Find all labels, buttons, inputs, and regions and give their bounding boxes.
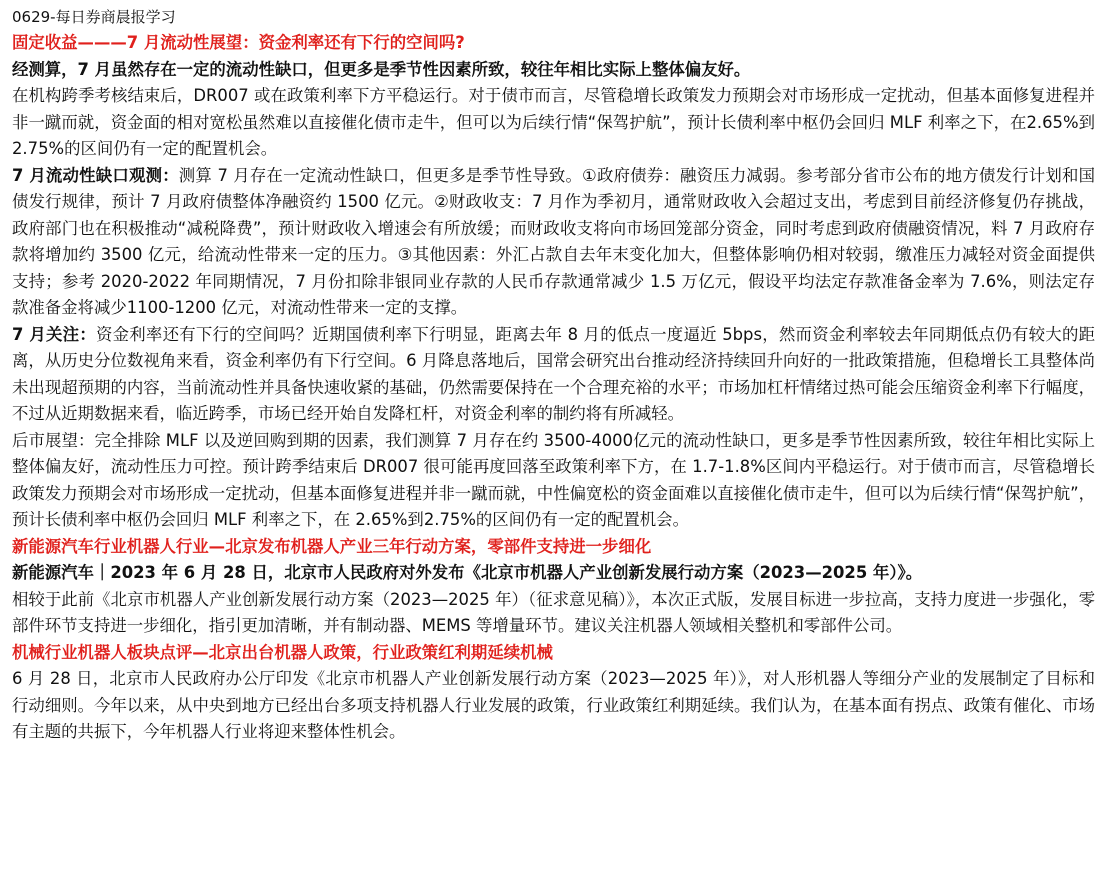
- paragraph-july-focus: [12, 322, 1095, 428]
- paragraph-label-july-focus: 7 月关注：: [12, 324, 96, 344]
- paragraph-body-liquidity-gap: 测算 7 月存在一定流动性缺口，但更多是季节性导致。①政府债券：融资压力减弱。参考部分省市公布的地方债发行计划和国债发行规律，预计 7 月政府债整体净融资约 1500 亿元。②财政收支：7 月作为季初月，通常财政收入会超过支出，考虑到目前经济修复仍存挑战，政府部门也在积极推动“减税降费”，预计财政收入增速会有所放缓；而财政收支将向市场回笼部分资金，同时考虑到政府债融资情况，料 7 月政府存款将增加约 3500 亿元，给流动性带来一定的压力。③其他因素：外汇占款自去年末变化加大，但整体影响仍相对较弱，缴准压力减轻对资金面提供支持；参考 2020-2022 年同期情况，7 月份扣除非银同业存款的人民币存款通常减少 1.5 万亿元，假设平均法定存款准备金率为 7.6%，则法定存款准备金将减少1100-1200 亿元，对流动性带来一定的支撑。: [12, 165, 1095, 317]
- section-lead-fixed-income: 经测算，7 月虽然存在一定的流动性缺口，但更多是季节性因素所致，较往年相比实际上整体偏友好。: [12, 59, 751, 79]
- doc-title: 0629-每日券商晨报学习: [12, 8, 176, 26]
- section-lead-robotics-ev: 新能源汽车｜2023 年 6 月 28 日，北京市人民政府对外发布《北京市机器人产业创新发展行动方案（2023—2025 年）》。: [12, 563, 923, 582]
- paragraph-outlook: 后市展望：完全排除 MLF 以及逆回购到期的因素，我们测算 7 月存在约 3500-4000亿元的流动性缺口，更多是季节性因素所致，较往年相比实际上整体偏友好，流动性压力可控。预计跨季结束后 DR007 很可能再度回落至政策利率下方，在 1.7-1.8%区间内平稳运行。对于债市而言，尽管稳增长政策发力预期会对市场形成一定扰动，但基本面修复进程并非一蹴而就，中性偏宽松的资金面难以直接催化债市走牛，但可以为后续行情“保驾护航”，预计长债利率中枢仍会回归 MLF 利率之下，在 2.65%到2.75%的区间仍有一定的配置机会。: [12, 430, 1095, 529]
- paragraph-robotics-ev: 相较于此前《北京市机器人产业创新发展行动方案（2023—2025 年）（征求意见稿）》，本次正式版，发展目标进一步拉高，支持力度进一步强化，零部件环节支持进一步细化，指引更加清晰，并有制动器、MEMS 等增量环节。建议关注机器人领域相关整机和零部件公司。: [12, 589, 1095, 635]
- paragraph-cross-quarter: 在机构跨季考核结束后，DR007 或在政策利率下方平稳运行。对于债市而言，尽管稳增长政策发力预期会对市场形成一定扰动，但基本面修复进程并非一蹴而就，资金面的相对宽松虽然难以直接催化债市走牛，但可以为后续行情“保驾护航”，预计长债利率中枢仍会回归 MLF 利率之下，在2.65%到 2.75%的区间仍有一定的配置机会。: [12, 86, 1095, 158]
- section-heading-machinery: 机械行业机器人板块点评—北京出台机器人政策，行业政策红利期延续机械: [12, 642, 553, 662]
- paragraph-label-liquidity-gap: 7 月流动性缺口观测：: [12, 165, 179, 185]
- paragraph-body-july-focus: 资金利率还有下行的空间吗？近期国债利率下行明显，距离去年 8 月的低点一度逼近 5bps，然而资金利率较去年同期低点仍有较大的距离，从历史分位数视角来看，资金利率仍有下行空间。6 月降息落地后，国常会研究出台推动经济持续回升向好的一批政策措施，但稳增长工具整体尚未出现超预期的内容，当前流动性并具备快速收紧的基础，仍然需要保持在一个合理充裕的水平；市场加杠杆情绪过热可能会压缩资金利率下行幅度，不过从近期数据来看，临近跨季，市场已经开始自发降杠杆，对资金利率的制约将有所减轻。: [12, 324, 1095, 423]
- section-heading-fixed-income: 固定收益———7 月流动性展望：资金利率还有下行的空间吗?: [12, 33, 465, 52]
- paragraph-liquidity-gap: [12, 163, 1095, 322]
- section-heading-robotics-ev: 新能源汽车行业机器人行业—北京发布机器人产业三年行动方案，零部件支持进一步细化: [12, 536, 652, 556]
- paragraph-machinery: 6 月 28 日，北京市人民政府办公厅印发《北京市机器人产业创新发展行动方案（2023—2025 年）》，对人形机器人等细分产业的发展制定了目标和行动细则。今年以来，从中央到地方已经出台多项支持机器人行业发展的政策，行业政策红利期延续。我们认为，在基本面有拐点、政策有催化、市场有主题的共振下，今年机器人行业将迎来整体性机会。: [12, 669, 1095, 741]
